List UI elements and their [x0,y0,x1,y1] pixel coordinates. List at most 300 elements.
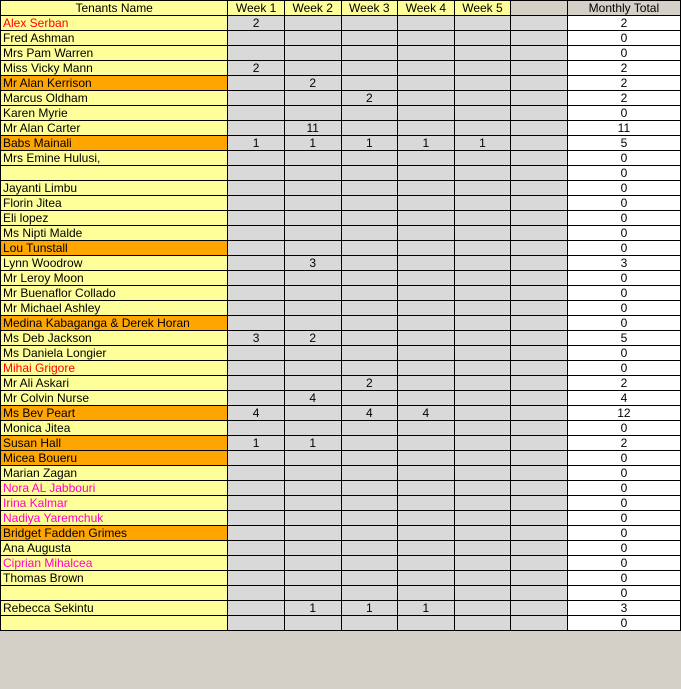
cell-spacer[interactable] [511,301,568,316]
cell-week-3[interactable] [341,526,398,541]
cell-monthly-total[interactable]: 0 [567,556,680,571]
cell-spacer[interactable] [511,46,568,61]
cell-tenant-name[interactable]: Bridget Fadden Grimes [1,526,228,541]
cell-tenant-name[interactable]: Mr Michael Ashley [1,301,228,316]
cell-monthly-total[interactable]: 0 [567,196,680,211]
cell-week-5[interactable] [454,346,511,361]
cell-week-3[interactable] [341,211,398,226]
cell-tenant-name[interactable]: Irina Kalmar [1,496,228,511]
cell-tenant-name[interactable]: Mr Alan Carter [1,121,228,136]
cell-monthly-total[interactable]: 3 [567,256,680,271]
cell-week-2[interactable]: 1 [284,136,341,151]
cell-week-3[interactable] [341,556,398,571]
column-header-week-5[interactable]: Week 5 [454,1,511,16]
cell-week-1[interactable]: 2 [228,61,285,76]
cell-week-2[interactable]: 2 [284,76,341,91]
cell-week-5[interactable] [454,511,511,526]
cell-week-3[interactable] [341,31,398,46]
cell-tenant-name[interactable]: Nora AL Jabbouri [1,481,228,496]
cell-spacer[interactable] [511,346,568,361]
cell-monthly-total[interactable]: 0 [567,481,680,496]
cell-monthly-total[interactable]: 4 [567,391,680,406]
cell-spacer[interactable] [511,526,568,541]
cell-week-2[interactable]: 2 [284,331,341,346]
cell-spacer[interactable] [511,376,568,391]
cell-monthly-total[interactable]: 0 [567,511,680,526]
cell-tenant-name[interactable]: Ana Augusta [1,541,228,556]
cell-week-4[interactable] [398,316,455,331]
cell-week-5[interactable] [454,481,511,496]
cell-week-2[interactable] [284,16,341,31]
cell-week-1[interactable] [228,421,285,436]
cell-week-3[interactable] [341,301,398,316]
cell-week-5[interactable] [454,16,511,31]
cell-spacer[interactable] [511,271,568,286]
cell-monthly-total[interactable]: 3 [567,601,680,616]
cell-week-1[interactable] [228,106,285,121]
cell-tenant-name[interactable]: Mr Alan Kerrison [1,76,228,91]
cell-tenant-name[interactable]: Babs Mainali [1,136,228,151]
cell-week-4[interactable] [398,16,455,31]
cell-week-1[interactable] [228,301,285,316]
cell-week-5[interactable] [454,256,511,271]
cell-week-1[interactable] [228,46,285,61]
cell-week-1[interactable] [228,511,285,526]
cell-week-2[interactable]: 3 [284,256,341,271]
cell-week-3[interactable]: 4 [341,406,398,421]
cell-week-4[interactable] [398,436,455,451]
cell-week-5[interactable] [454,301,511,316]
cell-week-4[interactable] [398,526,455,541]
cell-week-1[interactable] [228,466,285,481]
cell-monthly-total[interactable]: 0 [567,541,680,556]
cell-week-1[interactable] [228,286,285,301]
cell-week-1[interactable] [228,91,285,106]
cell-week-2[interactable] [284,616,341,631]
cell-week-1[interactable] [228,151,285,166]
cell-spacer[interactable] [511,211,568,226]
cell-tenant-name[interactable] [1,616,228,631]
cell-week-3[interactable] [341,436,398,451]
cell-spacer[interactable] [511,106,568,121]
cell-tenant-name[interactable]: Marian Zagan [1,466,228,481]
cell-monthly-total[interactable]: 5 [567,136,680,151]
cell-spacer[interactable] [511,571,568,586]
cell-week-3[interactable] [341,256,398,271]
cell-monthly-total[interactable]: 2 [567,91,680,106]
cell-monthly-total[interactable]: 0 [567,106,680,121]
cell-week-3[interactable] [341,421,398,436]
cell-week-5[interactable] [454,601,511,616]
cell-week-2[interactable] [284,451,341,466]
cell-week-4[interactable] [398,541,455,556]
cell-week-2[interactable] [284,316,341,331]
cell-week-5[interactable] [454,226,511,241]
cell-week-3[interactable] [341,226,398,241]
cell-week-5[interactable] [454,331,511,346]
cell-week-2[interactable] [284,361,341,376]
cell-week-1[interactable] [228,616,285,631]
cell-tenant-name[interactable]: Mr Ali Askari [1,376,228,391]
cell-spacer[interactable] [511,421,568,436]
cell-tenant-name[interactable]: Fred Ashman [1,31,228,46]
cell-week-3[interactable] [341,346,398,361]
cell-week-2[interactable] [284,166,341,181]
cell-week-4[interactable]: 1 [398,136,455,151]
cell-week-1[interactable] [228,166,285,181]
cell-week-3[interactable]: 2 [341,91,398,106]
cell-monthly-total[interactable]: 0 [567,301,680,316]
cell-week-1[interactable]: 3 [228,331,285,346]
cell-monthly-total[interactable]: 0 [567,286,680,301]
cell-week-3[interactable] [341,61,398,76]
cell-monthly-total[interactable]: 11 [567,121,680,136]
cell-week-5[interactable] [454,616,511,631]
cell-spacer[interactable] [511,616,568,631]
cell-week-1[interactable] [228,76,285,91]
cell-tenant-name[interactable]: Marcus Oldham [1,91,228,106]
cell-week-2[interactable] [284,421,341,436]
column-header-monthly-total[interactable]: Monthly Total [567,1,680,16]
cell-week-1[interactable] [228,496,285,511]
cell-week-1[interactable]: 1 [228,436,285,451]
cell-tenant-name[interactable]: Mrs Emine Hulusi, [1,151,228,166]
cell-week-1[interactable] [228,361,285,376]
cell-week-5[interactable] [454,496,511,511]
cell-spacer[interactable] [511,451,568,466]
cell-monthly-total[interactable]: 5 [567,331,680,346]
cell-week-5[interactable] [454,46,511,61]
cell-spacer[interactable] [511,406,568,421]
cell-tenant-name[interactable]: Lou Tunstall [1,241,228,256]
cell-week-5[interactable] [454,391,511,406]
cell-week-5[interactable] [454,151,511,166]
cell-tenant-name[interactable]: Monica Jitea [1,421,228,436]
cell-week-1[interactable] [228,226,285,241]
cell-week-1[interactable] [228,121,285,136]
cell-tenant-name[interactable]: Mrs Pam Warren [1,46,228,61]
cell-week-4[interactable] [398,76,455,91]
cell-tenant-name[interactable]: Eli lopez [1,211,228,226]
cell-week-5[interactable] [454,316,511,331]
cell-week-4[interactable] [398,301,455,316]
cell-monthly-total[interactable]: 0 [567,271,680,286]
cell-week-1[interactable] [228,541,285,556]
cell-tenant-name[interactable] [1,166,228,181]
cell-week-5[interactable]: 1 [454,136,511,151]
cell-week-1[interactable]: 4 [228,406,285,421]
cell-week-4[interactable] [398,556,455,571]
cell-week-3[interactable] [341,241,398,256]
cell-monthly-total[interactable]: 0 [567,361,680,376]
cell-week-5[interactable] [454,106,511,121]
cell-monthly-total[interactable]: 0 [567,31,680,46]
cell-week-2[interactable] [284,61,341,76]
cell-spacer[interactable] [511,361,568,376]
column-header-week-2[interactable]: Week 2 [284,1,341,16]
cell-week-2[interactable] [284,181,341,196]
column-header-week-3[interactable]: Week 3 [341,1,398,16]
cell-spacer[interactable] [511,196,568,211]
cell-week-3[interactable] [341,541,398,556]
cell-tenant-name[interactable]: Medina Kabaganga & Derek Horan [1,316,228,331]
cell-week-5[interactable] [454,421,511,436]
cell-week-4[interactable] [398,61,455,76]
cell-week-1[interactable] [228,586,285,601]
cell-week-1[interactable] [228,241,285,256]
cell-week-5[interactable] [454,241,511,256]
cell-week-1[interactable]: 1 [228,136,285,151]
cell-week-4[interactable] [398,376,455,391]
cell-week-3[interactable] [341,391,398,406]
cell-week-3[interactable] [341,16,398,31]
cell-spacer[interactable] [511,496,568,511]
cell-tenant-name[interactable]: Mr Colvin Nurse [1,391,228,406]
cell-tenant-name[interactable]: Alex Serban [1,16,228,31]
cell-week-2[interactable] [284,226,341,241]
cell-week-5[interactable] [454,571,511,586]
cell-tenant-name[interactable]: Ms Daniela Longier [1,346,228,361]
cell-tenant-name[interactable]: Ms Bev Peart [1,406,228,421]
cell-tenant-name[interactable]: Mr Buenaflor Collado [1,286,228,301]
cell-monthly-total[interactable]: 0 [567,496,680,511]
cell-week-5[interactable] [454,451,511,466]
cell-week-1[interactable] [228,451,285,466]
cell-week-3[interactable] [341,331,398,346]
cell-week-5[interactable] [454,196,511,211]
cell-monthly-total[interactable]: 2 [567,61,680,76]
cell-week-5[interactable] [454,166,511,181]
cell-week-4[interactable] [398,241,455,256]
cell-week-5[interactable] [454,181,511,196]
cell-week-2[interactable] [284,46,341,61]
cell-week-2[interactable] [284,466,341,481]
cell-monthly-total[interactable]: 0 [567,166,680,181]
cell-week-4[interactable] [398,331,455,346]
cell-week-3[interactable] [341,571,398,586]
cell-week-1[interactable] [228,181,285,196]
cell-week-4[interactable] [398,451,455,466]
cell-week-3[interactable] [341,166,398,181]
cell-week-3[interactable] [341,106,398,121]
cell-tenant-name[interactable]: Nadiya Yaremchuk [1,511,228,526]
cell-spacer[interactable] [511,556,568,571]
cell-week-4[interactable] [398,166,455,181]
cell-week-2[interactable] [284,586,341,601]
cell-monthly-total[interactable]: 0 [567,466,680,481]
cell-week-1[interactable] [228,601,285,616]
cell-week-3[interactable] [341,451,398,466]
cell-week-2[interactable]: 1 [284,601,341,616]
cell-spacer[interactable] [511,181,568,196]
cell-week-5[interactable] [454,286,511,301]
cell-tenant-name[interactable] [1,586,228,601]
cell-week-2[interactable] [284,496,341,511]
cell-week-3[interactable] [341,316,398,331]
cell-week-4[interactable] [398,391,455,406]
cell-week-2[interactable] [284,376,341,391]
cell-monthly-total[interactable]: 0 [567,616,680,631]
cell-week-1[interactable]: 2 [228,16,285,31]
cell-spacer[interactable] [511,331,568,346]
cell-week-4[interactable] [398,121,455,136]
cell-week-4[interactable] [398,481,455,496]
cell-week-5[interactable] [454,31,511,46]
cell-week-1[interactable] [228,196,285,211]
cell-week-1[interactable] [228,391,285,406]
cell-week-2[interactable] [284,346,341,361]
cell-week-5[interactable] [454,361,511,376]
cell-week-3[interactable]: 1 [341,136,398,151]
cell-spacer[interactable] [511,436,568,451]
cell-spacer[interactable] [511,16,568,31]
cell-week-3[interactable]: 2 [341,376,398,391]
cell-week-2[interactable] [284,286,341,301]
cell-week-3[interactable] [341,151,398,166]
cell-week-4[interactable] [398,151,455,166]
cell-spacer[interactable] [511,586,568,601]
cell-week-2[interactable] [284,196,341,211]
cell-week-2[interactable]: 11 [284,121,341,136]
cell-week-1[interactable] [228,31,285,46]
cell-monthly-total[interactable]: 0 [567,226,680,241]
cell-week-3[interactable] [341,286,398,301]
cell-tenant-name[interactable]: Mihai Grigore [1,361,228,376]
cell-week-4[interactable] [398,586,455,601]
cell-week-1[interactable] [228,526,285,541]
cell-monthly-total[interactable]: 0 [567,451,680,466]
cell-spacer[interactable] [511,166,568,181]
cell-spacer[interactable] [511,541,568,556]
cell-week-3[interactable] [341,76,398,91]
cell-week-2[interactable] [284,571,341,586]
cell-week-4[interactable] [398,31,455,46]
cell-week-4[interactable] [398,256,455,271]
cell-week-3[interactable] [341,271,398,286]
cell-week-4[interactable] [398,496,455,511]
column-header-tenants-name[interactable]: Tenants Name [1,1,228,16]
cell-monthly-total[interactable]: 12 [567,406,680,421]
cell-week-3[interactable] [341,181,398,196]
cell-week-2[interactable] [284,526,341,541]
cell-monthly-total[interactable]: 0 [567,211,680,226]
column-header-week-4[interactable]: Week 4 [398,1,455,16]
cell-week-4[interactable] [398,346,455,361]
cell-week-5[interactable] [454,211,511,226]
cell-spacer[interactable] [511,31,568,46]
cell-week-4[interactable] [398,196,455,211]
cell-week-4[interactable] [398,466,455,481]
cell-spacer[interactable] [511,601,568,616]
cell-week-5[interactable] [454,121,511,136]
cell-week-1[interactable] [228,346,285,361]
cell-spacer[interactable] [511,241,568,256]
cell-week-3[interactable]: 1 [341,601,398,616]
cell-week-4[interactable] [398,616,455,631]
cell-week-2[interactable] [284,106,341,121]
cell-spacer[interactable] [511,391,568,406]
cell-monthly-total[interactable]: 0 [567,241,680,256]
cell-week-5[interactable] [454,91,511,106]
cell-week-3[interactable] [341,496,398,511]
cell-week-5[interactable] [454,271,511,286]
cell-monthly-total[interactable]: 0 [567,526,680,541]
cell-week-4[interactable] [398,571,455,586]
cell-week-5[interactable] [454,61,511,76]
cell-week-3[interactable] [341,361,398,376]
cell-tenant-name[interactable]: Ms Deb Jackson [1,331,228,346]
cell-week-5[interactable] [454,76,511,91]
cell-monthly-total[interactable]: 0 [567,346,680,361]
cell-tenant-name[interactable]: Susan Hall [1,436,228,451]
cell-week-2[interactable]: 4 [284,391,341,406]
cell-week-1[interactable] [228,556,285,571]
cell-week-5[interactable] [454,406,511,421]
cell-spacer[interactable] [511,481,568,496]
cell-tenant-name[interactable]: Karen Myrie [1,106,228,121]
cell-week-4[interactable] [398,361,455,376]
cell-tenant-name[interactable]: Lynn Woodrow [1,256,228,271]
cell-week-2[interactable]: 1 [284,436,341,451]
cell-spacer[interactable] [511,76,568,91]
cell-spacer[interactable] [511,226,568,241]
cell-week-5[interactable] [454,541,511,556]
cell-spacer[interactable] [511,466,568,481]
cell-week-2[interactable] [284,556,341,571]
cell-week-3[interactable] [341,481,398,496]
cell-monthly-total[interactable]: 2 [567,76,680,91]
cell-tenant-name[interactable]: Ms Nipti Malde [1,226,228,241]
cell-spacer[interactable] [511,316,568,331]
cell-week-4[interactable] [398,226,455,241]
cell-spacer[interactable] [511,61,568,76]
cell-spacer[interactable] [511,121,568,136]
cell-week-1[interactable] [228,271,285,286]
cell-monthly-total[interactable]: 2 [567,436,680,451]
cell-week-2[interactable] [284,481,341,496]
column-header-week-1[interactable]: Week 1 [228,1,285,16]
cell-week-4[interactable] [398,511,455,526]
cell-spacer[interactable] [511,91,568,106]
cell-tenant-name[interactable]: Jayanti Limbu [1,181,228,196]
cell-monthly-total[interactable]: 0 [567,181,680,196]
cell-monthly-total[interactable]: 0 [567,421,680,436]
cell-week-5[interactable] [454,586,511,601]
cell-tenant-name[interactable]: Ciprian Mihalcea [1,556,228,571]
cell-week-2[interactable] [284,91,341,106]
cell-week-5[interactable] [454,526,511,541]
cell-week-2[interactable] [284,541,341,556]
cell-week-4[interactable] [398,46,455,61]
cell-tenant-name[interactable]: Florin Jitea [1,196,228,211]
cell-week-4[interactable]: 4 [398,406,455,421]
cell-monthly-total[interactable]: 0 [567,151,680,166]
cell-week-4[interactable] [398,286,455,301]
cell-week-2[interactable] [284,241,341,256]
cell-week-1[interactable] [228,256,285,271]
cell-week-3[interactable] [341,46,398,61]
cell-week-4[interactable] [398,91,455,106]
cell-tenant-name[interactable]: Thomas Brown [1,571,228,586]
cell-week-3[interactable] [341,586,398,601]
cell-tenant-name[interactable]: Miss Vicky Mann [1,61,228,76]
cell-monthly-total[interactable]: 2 [567,16,680,31]
cell-week-1[interactable] [228,571,285,586]
cell-week-4[interactable] [398,106,455,121]
cell-week-5[interactable] [454,466,511,481]
cell-week-3[interactable] [341,121,398,136]
cell-week-2[interactable] [284,511,341,526]
